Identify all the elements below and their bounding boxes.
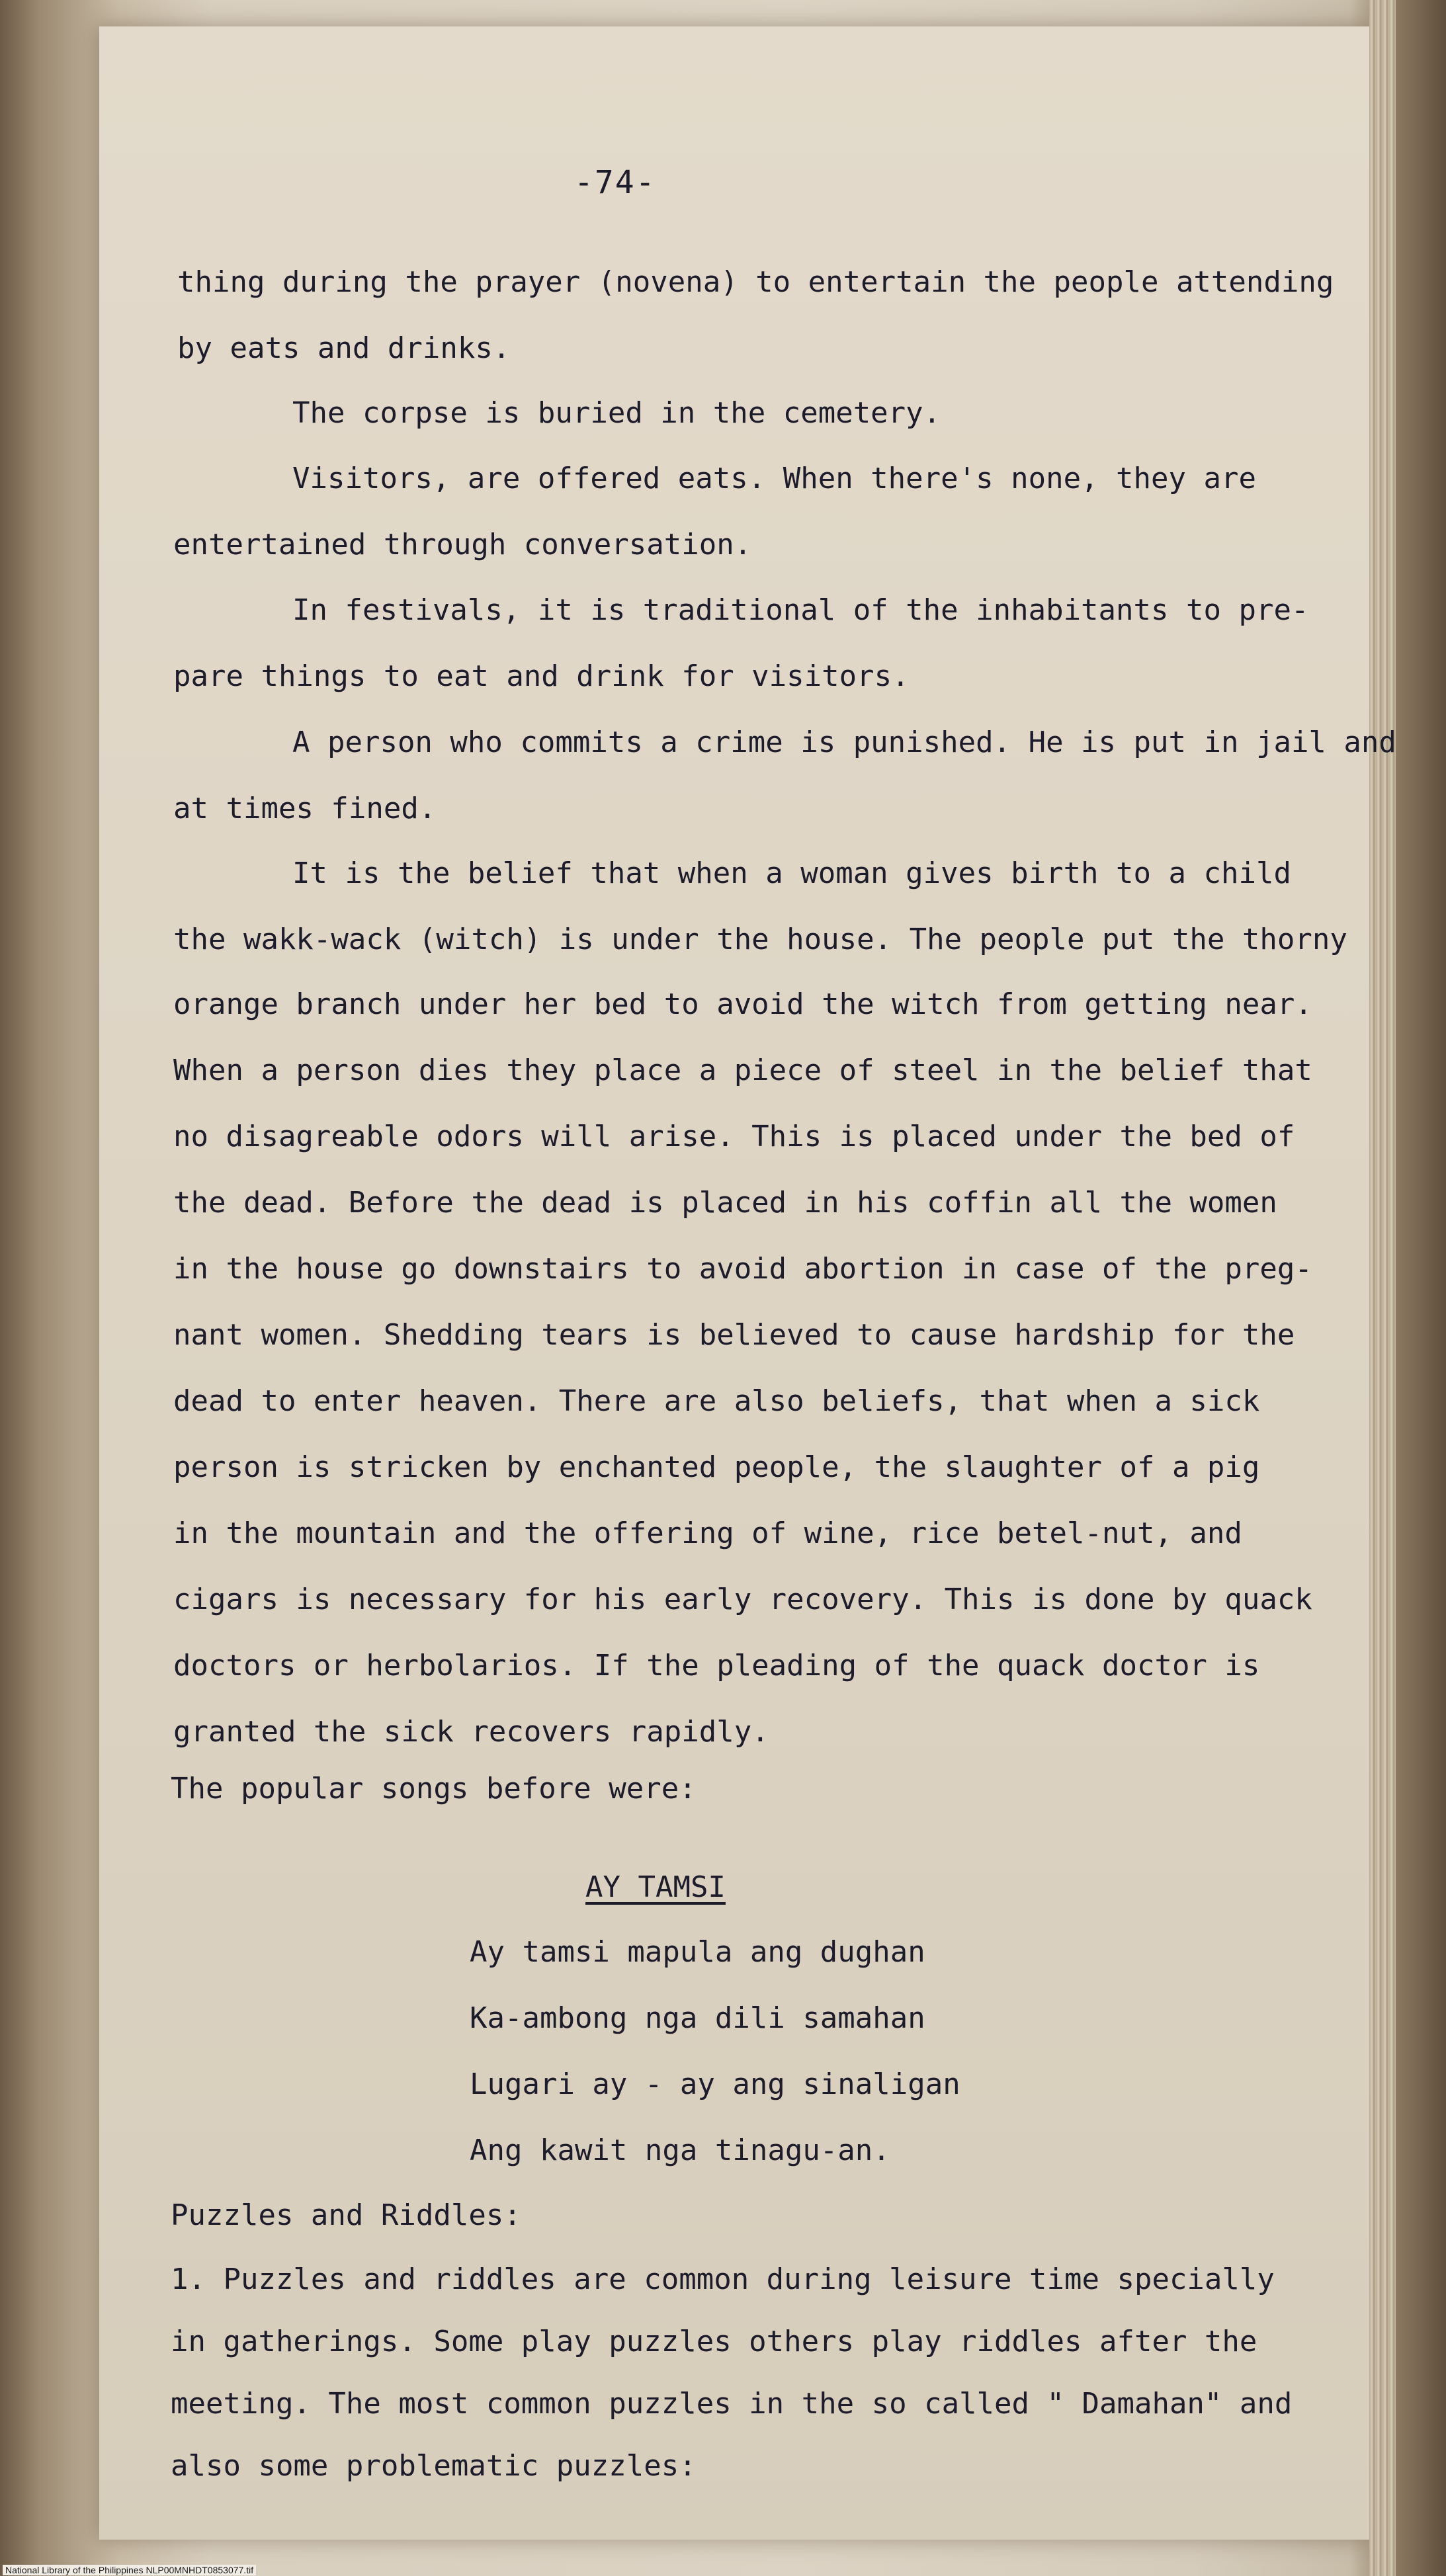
text-line: 1. Puzzles and riddles are common during leisure time specially (171, 2263, 1275, 2296)
text-line: dead to enter heaven. There are also beliefs, that when a sick (173, 1384, 1260, 1418)
text-line: Visitors, are offered eats. When there's none, they are (292, 462, 1256, 495)
text-line: at times fined. (173, 792, 437, 825)
text-line: granted the sick recovers rapidly. (173, 1715, 769, 1749)
song-title: AY TAMSI (585, 1870, 726, 1904)
text-line: also some problematic puzzles: (171, 2449, 697, 2483)
page-number: -74- (574, 164, 656, 201)
text-line: thing during the prayer (novena) to entertain the people attending (177, 265, 1334, 299)
song-line: Lugari ay - ay ang sinaligan (470, 2067, 960, 2101)
scan-footer-caption: National Library of the Philippines NLP00MNHDT0853077.tif (3, 2565, 256, 2575)
text-line: When a person dies they place a piece of steel in the belief that (173, 1054, 1312, 1087)
puzzles-heading: Puzzles and Riddles: (171, 2198, 521, 2232)
text-line: by eats and drinks. (177, 331, 511, 365)
song-line: Ka-ambong nga dili samahan (470, 2001, 925, 2035)
text-line: person is stricken by enchanted people, the slaughter of a pig (173, 1450, 1260, 1484)
text-line: It is the belief that when a woman gives birth to a child (292, 856, 1291, 890)
text-line: doctors or herbolarios. If the pleading of the quack doctor is (173, 1649, 1260, 1683)
songs-intro: The popular songs before were: (171, 1772, 697, 1806)
song-line: Ay tamsi mapula ang dughan (470, 1935, 925, 1969)
text-line: in gatherings. Some play puzzles others play riddles after the (171, 2325, 1257, 2358)
text-line: pare things to eat and drink for visitors. (173, 659, 910, 693)
text-line: the dead. Before the dead is placed in his coffin all the women (173, 1186, 1277, 1220)
text-line: nant women. Shedding tears is believed to cause hardship for the (173, 1318, 1295, 1352)
song-line: Ang kawit nga tinagu-an. (470, 2134, 890, 2167)
text-line: cigars is necessary for his early recovery. This is done by quack (173, 1583, 1312, 1616)
text-line: entertained through conversation. (173, 528, 752, 561)
text-line: In festivals, it is traditional of the inhabitants to pre- (292, 593, 1309, 627)
text-line: the wakk-wack (witch) is under the house. The people put the thorny (173, 923, 1347, 956)
text-line: orange branch under her bed to avoid the witch from getting near. (173, 987, 1312, 1021)
text-line: The corpse is buried in the cemetery. (292, 396, 941, 430)
text-line: meeting. The most common puzzles in the so called " Damahan" and (171, 2387, 1293, 2421)
text-line: in the mountain and the offering of wine, rice betel-nut, and (173, 1517, 1242, 1550)
text-line: no disagreable odors will arise. This is placed under the bed of (173, 1120, 1295, 1153)
text-line: A person who commits a crime is punished. He is put in jail and (292, 726, 1396, 759)
text-line: in the house go downstairs to avoid abortion in case of the preg- (173, 1252, 1312, 1286)
page-edge (1369, 0, 1396, 2576)
